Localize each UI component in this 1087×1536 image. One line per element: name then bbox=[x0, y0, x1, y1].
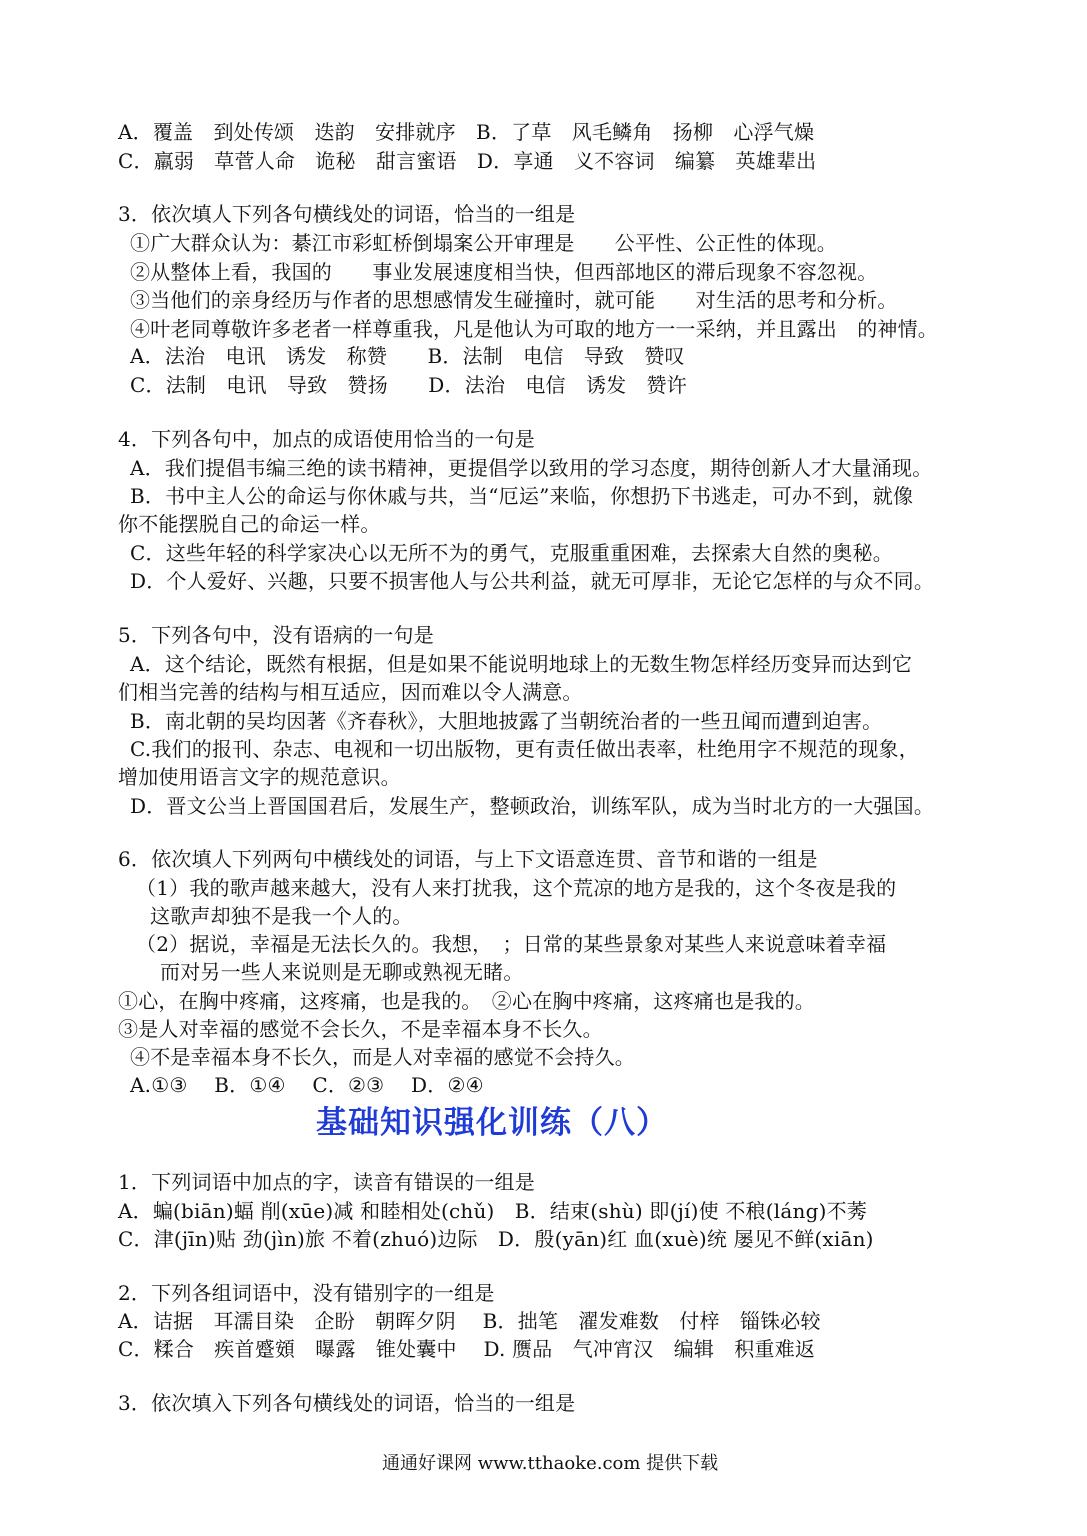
footer-text: 通通好课网 www.tthaoke.com 提供下载 bbox=[382, 1453, 719, 1474]
q3-sentence-1: ①广大群众认为：綦江市彩虹桥倒塌案公开审理是 公平性、公正性的体现。 bbox=[130, 231, 837, 255]
q5-option-a: A．这个结论，既然有根据，但是如果不能说明地球上的无数生物怎样经历变异而达到它 bbox=[130, 652, 913, 676]
q5-option-b: B．南北朝的吴均因著《齐春秋》，大胆地披露了当朝统治者的一些丑闻而遭到迫害。 bbox=[130, 709, 883, 733]
q5-option-c: C.我们的报刊、杂志、电视和一切出版物，更有责任做出表率，杜绝用字不规范的现象， bbox=[130, 737, 919, 761]
q6-sentence-2: （2）据说，幸福是无法长久的。我想， ；日常的某些景象对某些人来说意味着幸福 bbox=[136, 932, 887, 956]
q3-sentence-2: ②从整体上看，我国的 事业发展速度相当快，但西部地区的滞后现象不容忽视。 bbox=[130, 260, 878, 284]
s8-q1-option-ab: A．蝙(biān)蝠 削(xūe)减 和睦相处(chǔ) B．结束(shù) 即(jí)使 不稂(láng)不莠 bbox=[118, 1199, 867, 1223]
q3-stem: 3．依次填人下列各句横线处的词语，恰当的一组是 bbox=[118, 202, 576, 226]
q6-stem: 6．依次填人下列两句中横线处的词语，与上下文语意连贯、音节和谐的一组是 bbox=[118, 847, 818, 871]
q4-option-b-cont: 你不能摆脱自己的命运一样。 bbox=[118, 512, 381, 536]
q4-option-b: B．书中主人公的命运与你休戚与共，当“厄运”来临，你想扔下书逃走，可办不到，就像 bbox=[130, 484, 914, 508]
q6-choice-1-2: ①心，在胸中疼痛，这疼痛，也是我的。 ②心在胸中疼痛，这疼痛也是我的。 bbox=[118, 989, 815, 1013]
q4-option-a: A．我们提倡韦编三绝的读书精神，更提倡学以致用的学习态度，期待创新人才大量涌现。 bbox=[130, 456, 933, 480]
q3-option-ab: A．法治 电讯 诱发 称赞 B．法制 电信 导致 赞叹 bbox=[130, 344, 685, 368]
q5-option-d: D．晋文公当上晋国国君后，发展生产，整顿政治，训练军队，成为当时北方的一大强国。 bbox=[130, 794, 935, 818]
q2-option-cd: C．羸弱 草菅人命 诡秘 甜言蜜语 D．享通 义不容词 编纂 英雄辈出 bbox=[118, 149, 817, 173]
q6-sentence-1: （1）我的歌声越来越大，没有人来打扰我，这个荒凉的地方是我的，这个冬夜是我的 bbox=[136, 876, 897, 900]
q5-stem: 5．下列各句中，没有语病的一句是 bbox=[118, 623, 434, 647]
q6-options: A.①③ B．①④ C．②③ D．②④ bbox=[130, 1073, 484, 1097]
q3-sentence-3: ③当他们的亲身经历与作者的思想感情发生碰撞时，就可能 对生活的思考和分析。 bbox=[130, 288, 898, 312]
q6-sentence-1-cont: 这歌声却独不是我一个人的。 bbox=[150, 904, 413, 928]
q3-sentence-4: ④叶老同尊敬许多老者一样尊重我，凡是他认为可取的地方一一采纳，并且露出 的神情。 bbox=[130, 317, 938, 341]
q5-option-a-cont: 们相当完善的结构与相互适应，因而难以令人满意。 bbox=[118, 680, 583, 704]
s8-q2-option-ab: A．诘据 耳濡目染 企盼 朝晖夕阴 B．拙笔 濯发难数 付梓 锱铢必较 bbox=[118, 1309, 821, 1333]
q3-option-cd: C．法制 电讯 导致 赞扬 D．法治 电信 诱发 赞许 bbox=[130, 373, 687, 397]
q2-option-ab: A．覆盖 到处传颂 迭韵 安排就序 B．了草 风毛鳞角 扬柳 心浮气燥 bbox=[118, 120, 815, 144]
section-title: 基础知识强化训练（八） bbox=[316, 1105, 668, 1141]
s8-q1-option-cd: C．津(jīn)贴 劲(jìn)旅 不着(zhuó)边际 D．殷(yān)红 血(xuè)统 屡见不鲜(xiān) bbox=[118, 1227, 874, 1251]
q6-choice-3: ③是人对幸福的感觉不会长久，不是幸福本身不长久。 bbox=[118, 1017, 603, 1041]
q5-option-c-cont: 增加使用语言文字的规范意识。 bbox=[118, 765, 401, 789]
q6-choice-4: ④不是幸福本身不长久，而是人对幸福的感觉不会持久。 bbox=[130, 1045, 635, 1069]
s8-q3-stem: 3．依次填入下列各句横线处的词语，恰当的一组是 bbox=[118, 1391, 576, 1415]
s8-q2-option-cd: C．糅合 疾首蹙頞 曝露 锥处囊中 D. 赝品 气冲宵汉 编辑 积重难返 bbox=[118, 1337, 816, 1361]
q4-option-d: D．个人爱好、兴趣，只要不损害他人与公共利益，就无可厚非，无论它怎样的与众不同。 bbox=[130, 569, 935, 593]
q6-sentence-2-cont: 而对另一些人来说则是无聊或熟视无睹。 bbox=[160, 960, 524, 984]
s8-q1-stem: 1．下列词语中加点的字，读音有错误的一组是 bbox=[118, 1170, 535, 1194]
s8-q2-stem: 2．下列各组词语中，没有错别字的一组是 bbox=[118, 1281, 495, 1305]
q4-stem: 4．下列各句中，加点的成语使用恰当的一句是 bbox=[118, 427, 535, 451]
q4-option-c: C．这些年轻的科学家决心以无所不为的勇气，克服重重困难，去探索大自然的奥秘。 bbox=[130, 541, 893, 565]
